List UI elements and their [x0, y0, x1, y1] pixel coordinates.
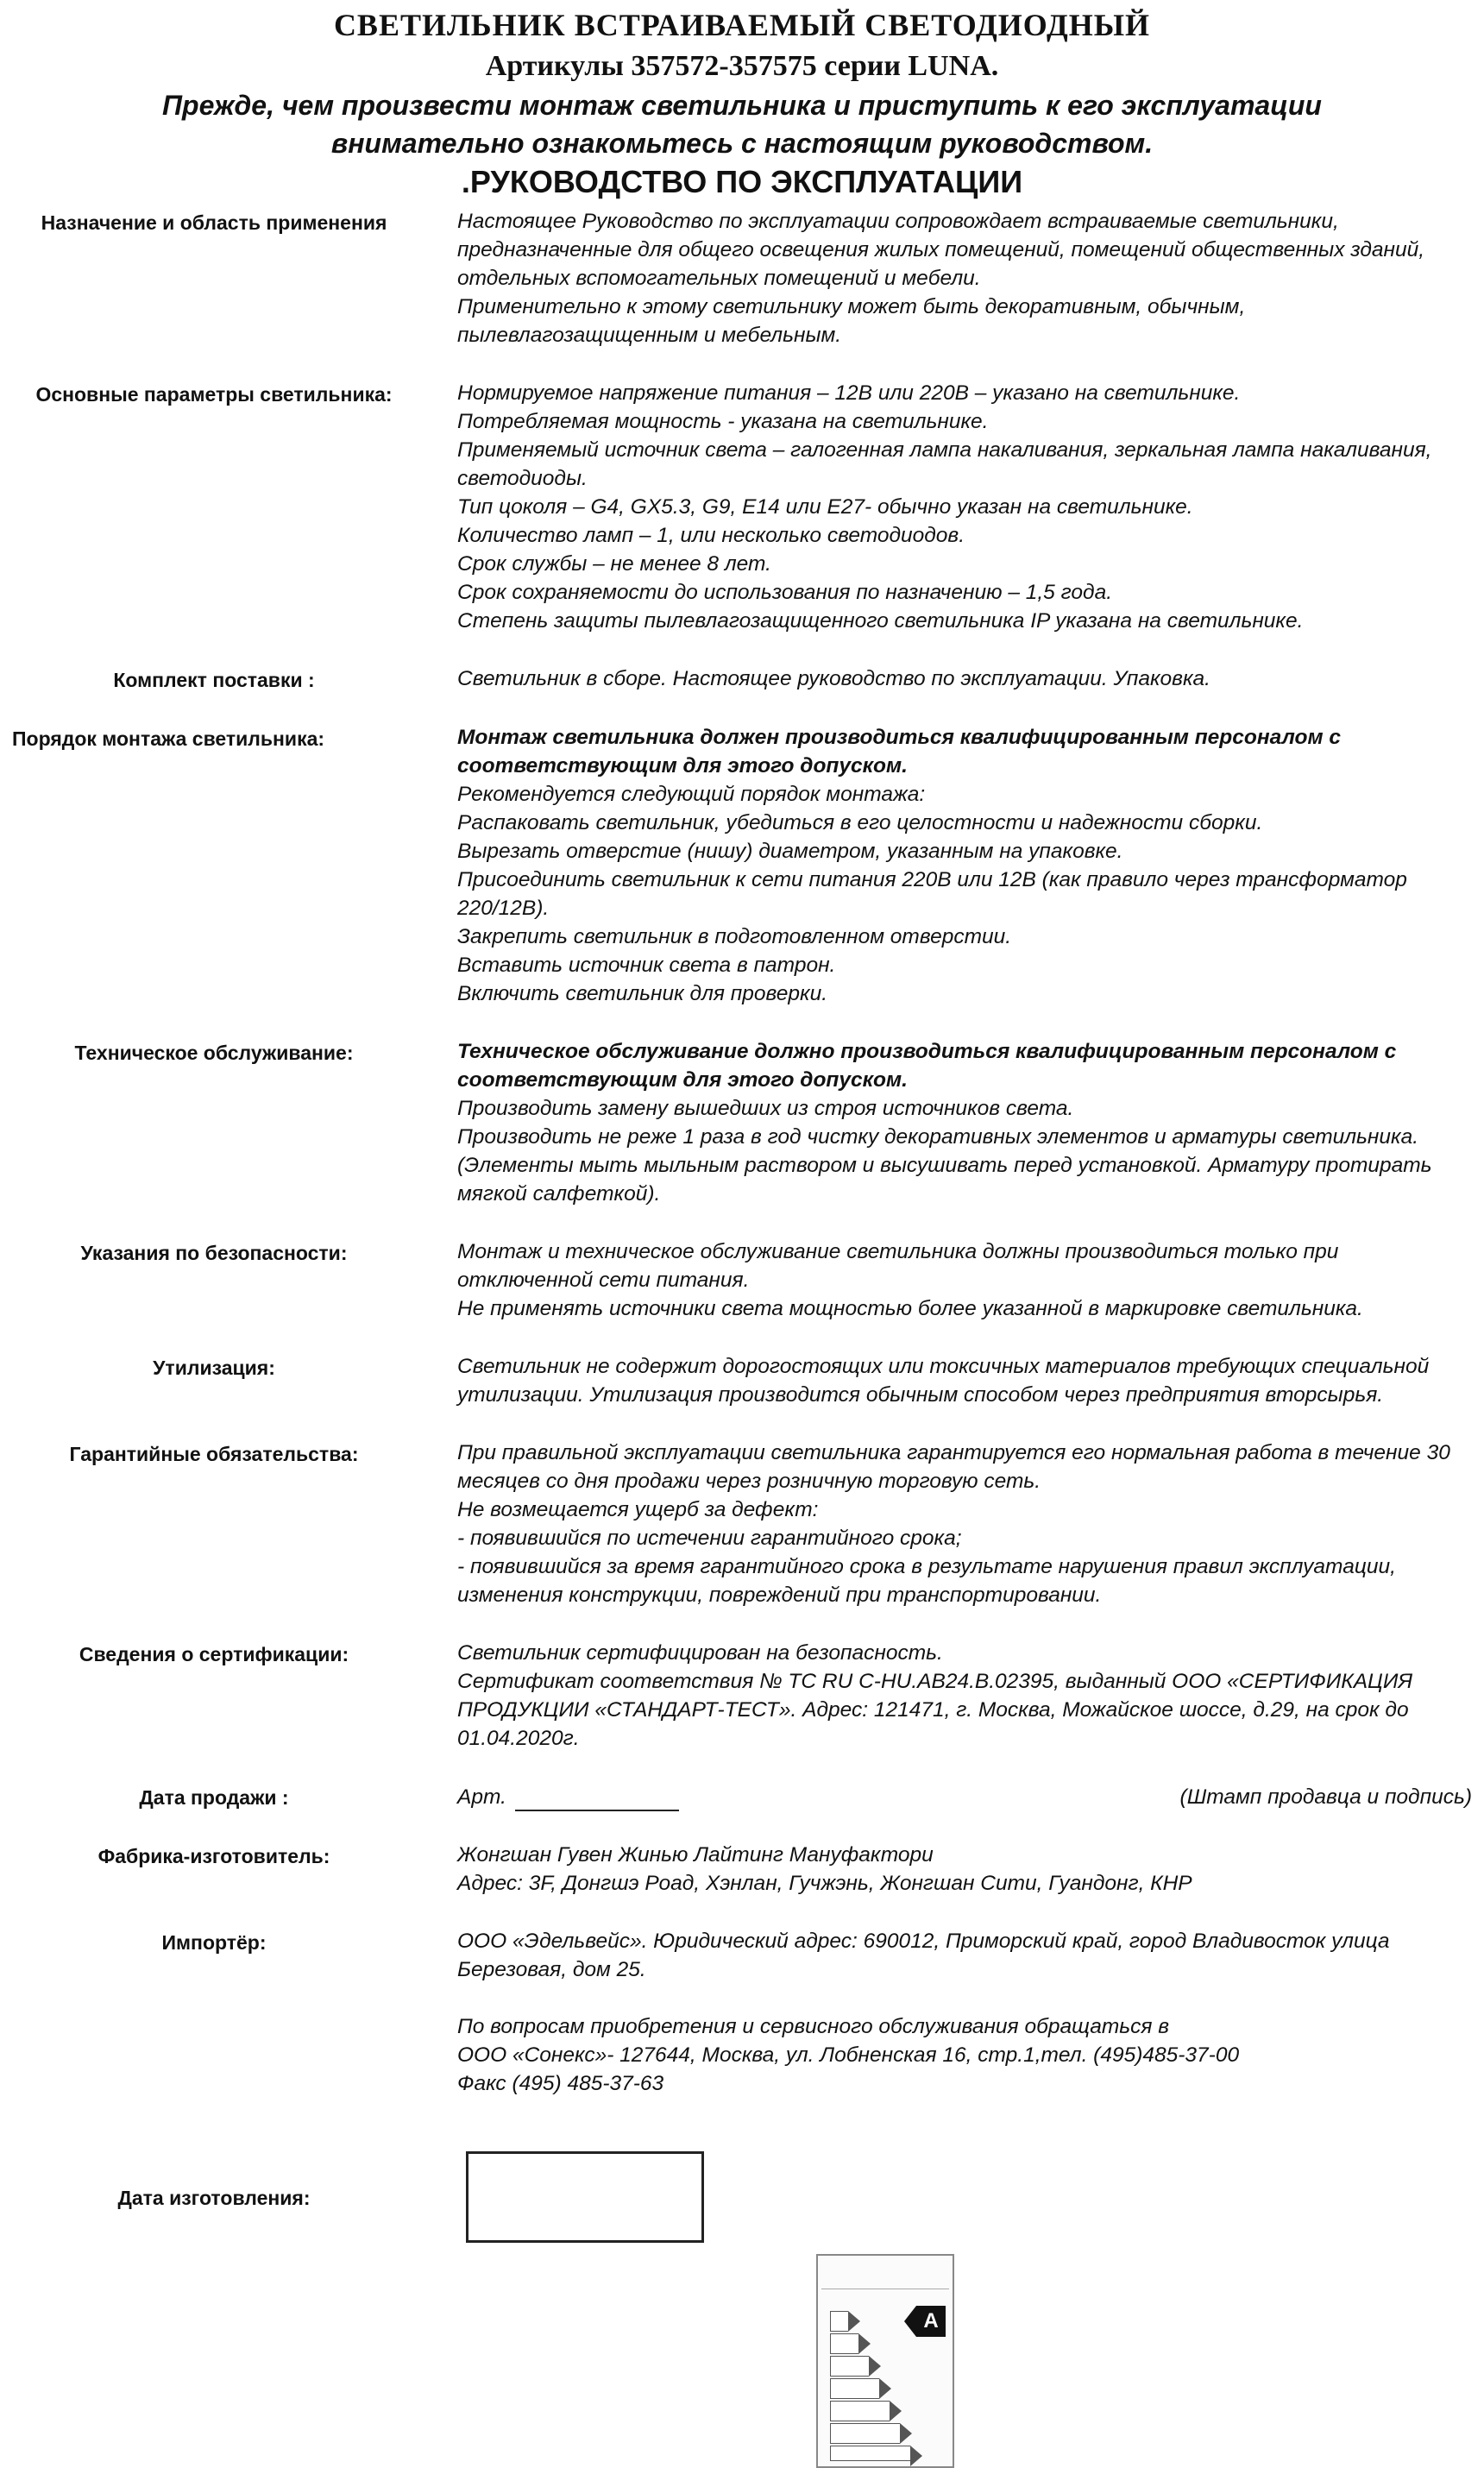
section-line: Техническое обслуживание должно производиться квалифицированным персоналом с соответствующим для этого допуском.	[457, 1040, 1397, 1092]
manufacturer-label: Фабрика-изготовитель:	[97, 1845, 330, 1867]
section-line: Степень защиты пылевлагозащищенного светильника IP указана на светильнике.	[457, 609, 1304, 633]
section-safety	[12, 1237, 1472, 1323]
section-label: Утилизация:	[153, 1357, 275, 1379]
section-line: Монтаж светильника должен производиться квалифицированным персоналом с соответствующим для этого допуском.	[457, 726, 1342, 778]
importer-content	[416, 1927, 1472, 2098]
section-content	[416, 664, 1472, 693]
section-delivery-set	[12, 664, 1472, 694]
section-purpose	[12, 207, 1472, 349]
sale-date-label: Дата продажи :	[139, 1786, 289, 1809]
section-label: Порядок монтажа светильника:	[12, 727, 325, 750]
section-line: Вставить источник света в патрон.	[457, 954, 836, 977]
energy-class-marker: A	[916, 2306, 946, 2337]
section-content	[416, 1037, 1472, 1208]
section-content	[416, 1439, 1472, 1609]
contact-line: Факс (495) 485-37-63	[457, 2072, 664, 2095]
energy-bar	[830, 2423, 900, 2444]
section-line: Срок сохраняемости до использования по назначению – 1,5 года.	[457, 581, 1113, 604]
section-label: Назначение и область применения	[41, 211, 387, 234]
section-maintenance	[12, 1037, 1472, 1208]
energy-bar	[830, 2378, 879, 2399]
section-sale-date	[12, 1782, 1472, 1811]
spacer	[457, 1984, 1472, 2012]
section-content	[416, 1352, 1472, 1409]
energy-label-header	[821, 2259, 949, 2289]
section-line: При правильной эксплуатации светильника гарантируется его нормальная работа в течение 30 месяцев со дня продажи через розничную торговую сеть.	[457, 1441, 1450, 1493]
contact-line: По вопросам приобретения и сервисного обслуживания обращаться в	[457, 2015, 1170, 2038]
section-line: - появившийся по истечении гарантийного срока;	[457, 1527, 962, 1550]
section-line: Производить не реже 1 раза в год чистку декоративных элементов и арматуры светильника. (Элементы мыть мыльным раствором и высушивать перед установкой. Арматуру протирать мягкой салфеткой).	[457, 1125, 1432, 1206]
section-line: Потребляемая мощность - указана на светильнике.	[457, 410, 989, 433]
section-importer	[12, 1927, 1472, 2098]
section-line: Производить замену вышедших из строя источников света.	[457, 1097, 1074, 1120]
energy-bar	[830, 2311, 848, 2332]
section-parameters	[12, 379, 1472, 635]
section-content	[416, 723, 1472, 1008]
contact-line: ООО «Сонекс»- 127644, Москва, ул. Лобненская 16, стр.1,тел. (495)485-37-00	[457, 2043, 1240, 2067]
section-manufacture-date	[12, 2151, 1472, 2243]
section-line: Распаковать светильник, убедиться в его целостности и надежности сборки.	[457, 811, 1263, 834]
section-label: Гарантийные обязательства:	[69, 1443, 359, 1465]
manufacturer-content	[416, 1841, 1472, 1898]
sections	[12, 207, 1472, 2243]
sale-date-content	[416, 1783, 1472, 1811]
energy-bar	[830, 2333, 858, 2354]
section-line: Рекомендуется следующий порядок монтажа:	[457, 783, 926, 806]
section-line: Настоящее Руководство по эксплуатации сопровождает встраиваемые светильники, предназначенные для общего освещения жилых помещений, помещений общественных зданий, отдельных вспомогательных помещений и мебели.	[457, 210, 1425, 290]
energy-efficiency-label	[816, 2254, 954, 2468]
section-warranty	[12, 1439, 1472, 1609]
section-line: Монтаж и техническое обслуживание светильника должны производиться только при отключенной сети питания.	[457, 1240, 1339, 1292]
article-numbers: Артикулы 357572-357575 серии LUNA.	[485, 50, 999, 82]
section-certification	[12, 1639, 1472, 1753]
section-manufacturer	[12, 1841, 1472, 1898]
importer-line: ООО «Эдельвейс». Юридический адрес: 690012, Приморский край, город Владивосток улица Березовая, дом 25.	[457, 1930, 1390, 1981]
manufacturer-line: Адрес: 3F, Донгшэ Роад, Хэнлан, Гучжэнь, Жонгшан Сити, Гуандонг, КНР	[457, 1872, 1192, 1895]
warning-line-1: Прежде, чем произвести монтаж светильника и приступить к его эксплуатации	[162, 90, 1322, 121]
energy-bar	[830, 2446, 910, 2461]
section-label: Техническое обслуживание:	[74, 1042, 354, 1064]
section-content	[416, 379, 1472, 635]
section-line: Тип цоколя – G4, GX5.3, G9, E14 или E27- обычно указан на светильнике.	[457, 495, 1193, 519]
product-title: СВЕТИЛЬНИК ВСТРАИВАЕМЫЙ СВЕТОДИОДНЫЙ	[333, 8, 1151, 42]
section-label: Указания по безопасности:	[80, 1242, 348, 1264]
section-installation	[12, 723, 1472, 1008]
manual-title: .РУКОВОДСТВО ПО ЭКСПЛУАТАЦИИ	[461, 164, 1023, 199]
section-line: Светильник не содержит дорогостоящих или токсичных материалов требующих специальной утилизации. Утилизация производится обычным способом через предприятия вторсырья.	[457, 1355, 1430, 1407]
section-content	[416, 1639, 1472, 1753]
section-line: Применительно к этому светильнику может быть декоративным, обычным, пылевлагозащищенным и мебельным.	[457, 295, 1246, 347]
energy-bar	[830, 2401, 890, 2421]
article-input-line[interactable]	[515, 1789, 679, 1811]
warning-line-2: внимательно ознакомьтесь с настоящим руководством.	[330, 128, 1154, 159]
section-line: Сертификат соответствия № ТС RU C-HU.AB24.B.02395, выданный ООО «СЕРТИФИКАЦИЯ ПРОДУКЦИИ «СТАНДАРТ-ТЕСТ». Адрес: 121471, г. Москва, Можайское шоссе, д.29, на срок до 01.04.2020г.	[457, 1670, 1413, 1750]
section-content	[416, 207, 1472, 349]
stamp-note: (Штамп продавца и подпись)	[1179, 1785, 1472, 1809]
section-disposal	[12, 1352, 1472, 1409]
section-label: Комплект поставки :	[113, 669, 315, 691]
article-field	[457, 1783, 679, 1811]
importer-label: Импортёр:	[161, 1931, 267, 1954]
section-line: Светильник сертифицирован на безопасность.	[457, 1641, 943, 1665]
section-line: - появившийся за время гарантийного срока в результате нарушения правил эксплуатации, изменения конструкции, повреждений при транспортировании.	[457, 1555, 1396, 1607]
article-label: Арт.	[457, 1785, 506, 1809]
section-line: Закрепить светильник в подготовленном отверстии.	[457, 925, 1012, 948]
section-label: Основные параметры светильника:	[35, 383, 393, 406]
section-line: Нормируемое напряжение питания – 12В или 220В – указано на светильнике.	[457, 381, 1241, 405]
section-label: Сведения о сертификации:	[79, 1643, 349, 1665]
section-line: Применяемый источник света – галогенная лампа накаливания, зеркальная лампа накаливания, светодиоды.	[457, 438, 1432, 490]
section-line: Не возмещается ущерб за дефект:	[457, 1498, 819, 1521]
section-line: Срок службы – не менее 8 лет.	[457, 552, 771, 576]
section-line: Светильник в сборе. Настоящее руководство по эксплуатации. Упаковка.	[457, 667, 1210, 690]
instruction-sheet	[0, 3, 1484, 2468]
manufacturer-line: Жонгшан Гувен Жинью Лайтинг Мануфактори	[457, 1843, 934, 1867]
section-line: Не применять источники света мощностью более указанной в маркировке светильника.	[457, 1297, 1363, 1320]
section-content	[416, 1237, 1472, 1323]
energy-bar	[830, 2356, 869, 2377]
manufacture-date-box[interactable]	[466, 2151, 704, 2243]
section-line: Включить светильник для проверки.	[457, 982, 828, 1005]
section-line: Присоединить светильник к сети питания 220В или 12В (как правило через трансформатор 220/12В).	[457, 868, 1407, 920]
manufacture-date-label: Дата изготовления:	[117, 2187, 311, 2209]
section-line: Вырезать отверстие (нишу) диаметром, указанным на упаковке.	[457, 840, 1123, 863]
section-line: Количество ламп – 1, или несколько светодиодов.	[457, 524, 965, 547]
